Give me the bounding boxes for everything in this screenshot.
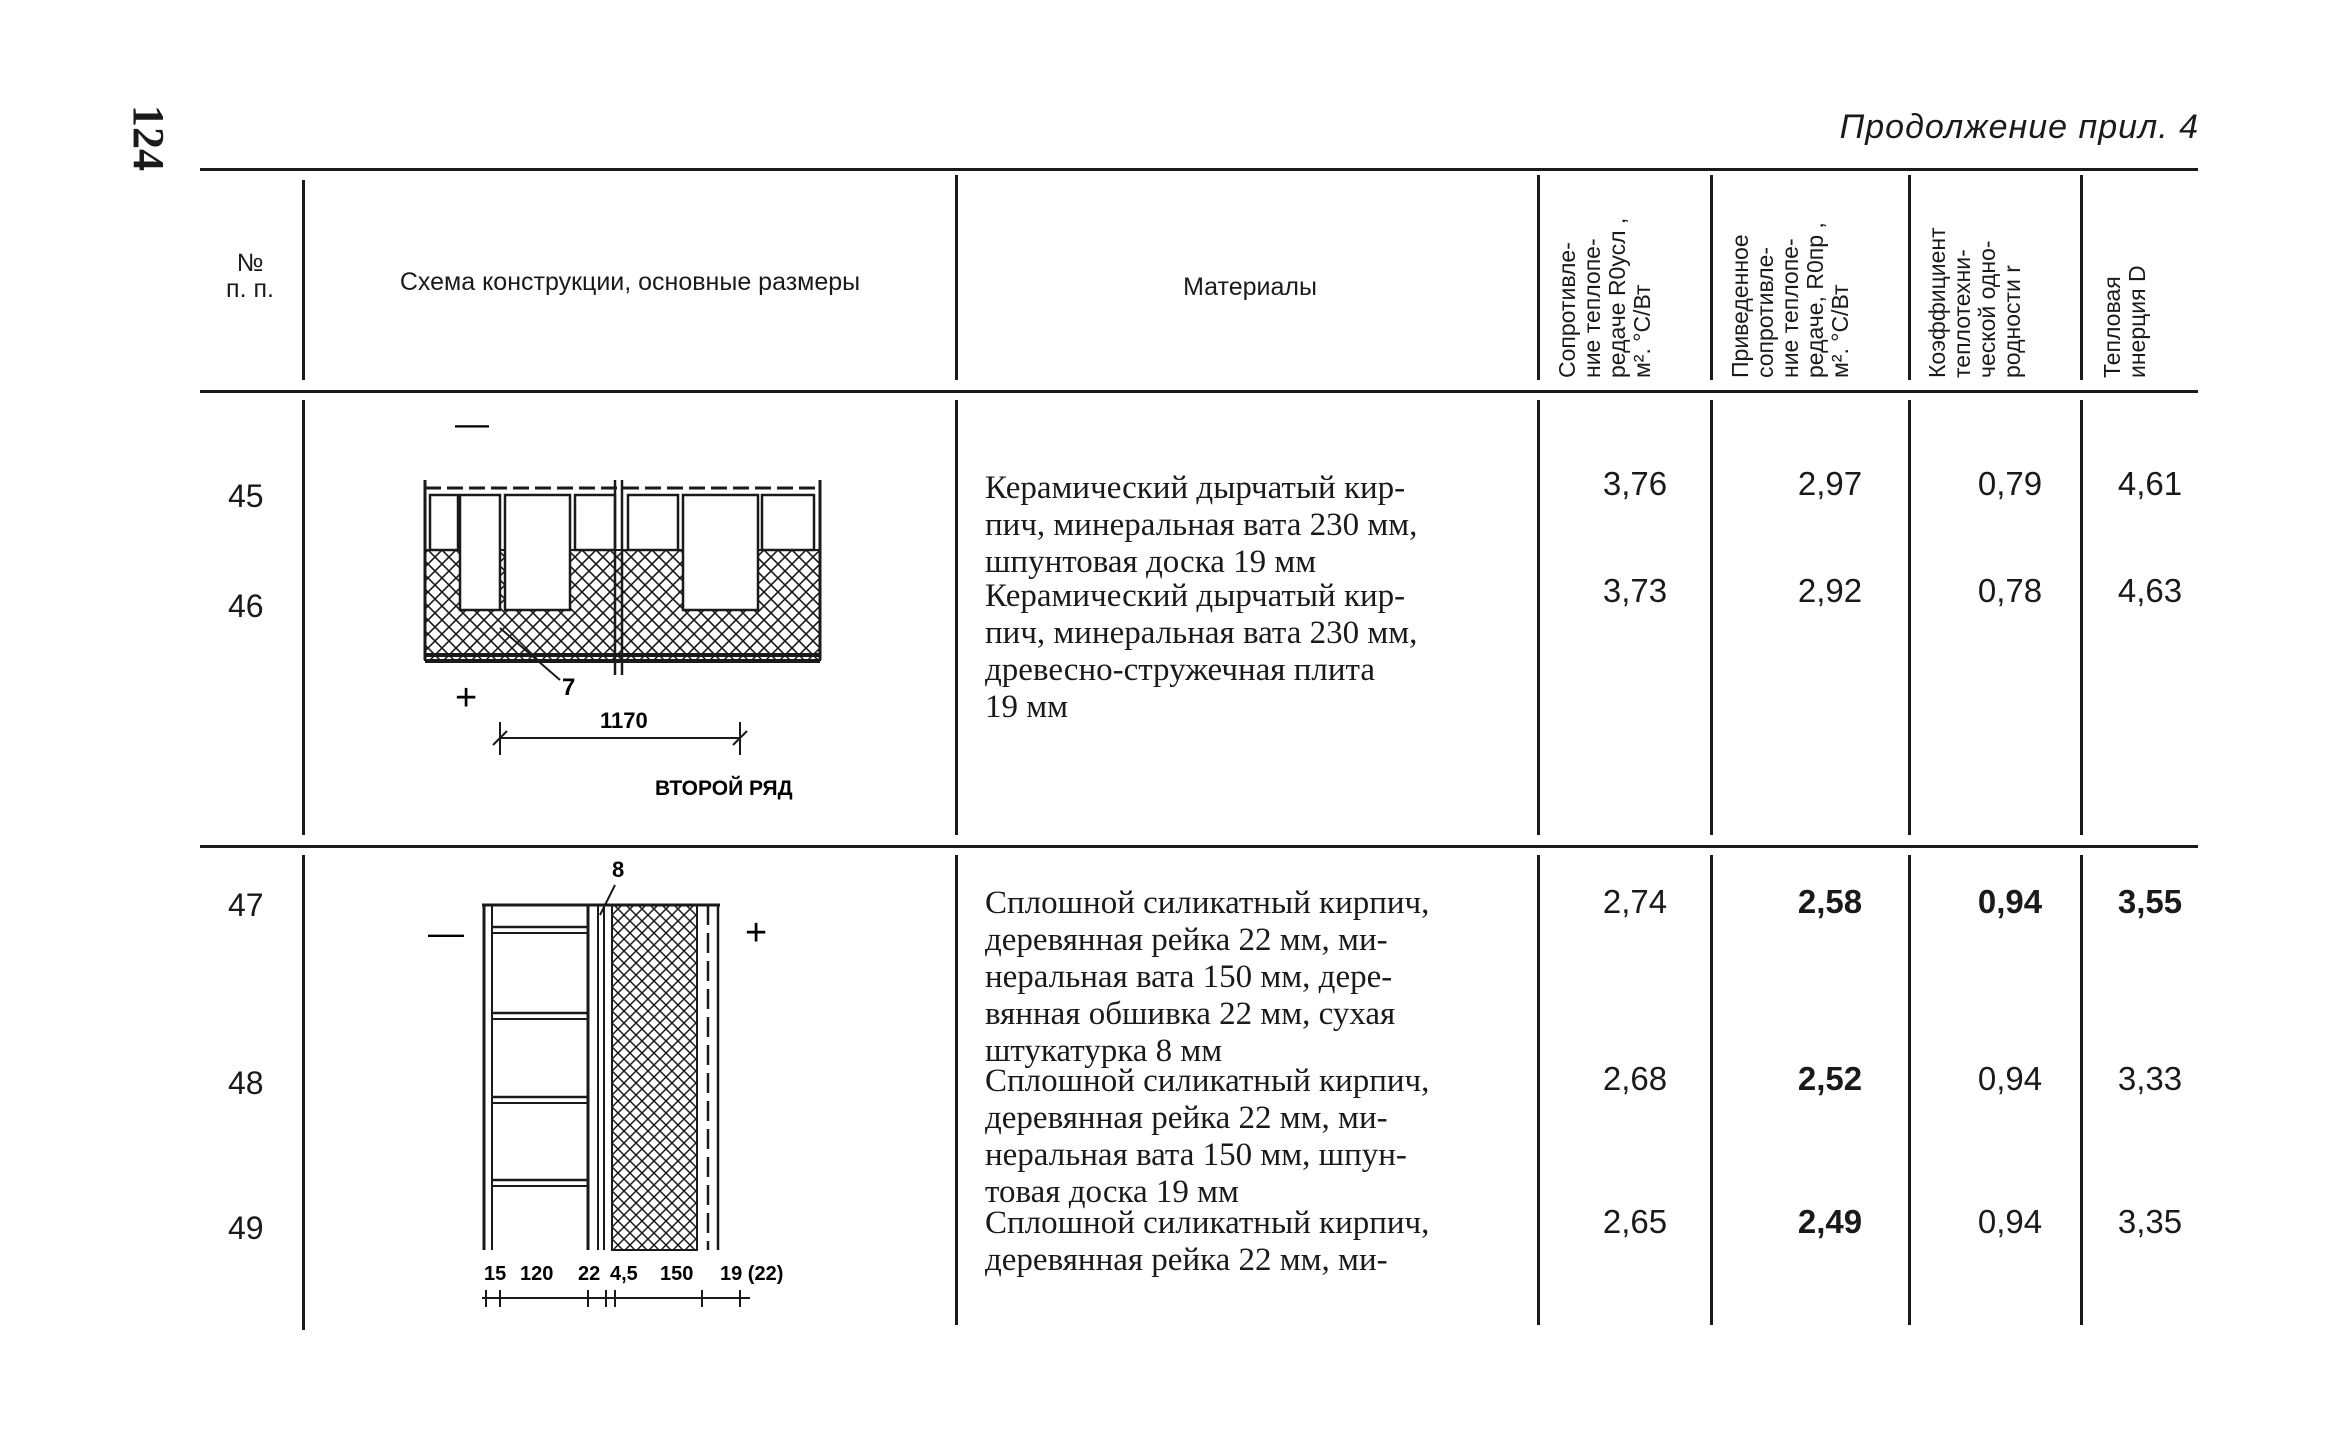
dimension-label: 22 — [578, 1263, 601, 1285]
dimension-1170: 1170 — [600, 708, 648, 733]
minus-sign: — — [428, 912, 464, 953]
row-materials: Сплошной силикатный кирпич, деревянная рейка 22 мм, ми- — [985, 1205, 1430, 1278]
col-divider — [1710, 855, 1713, 1325]
row-number: 47 — [228, 887, 264, 923]
value-r-pr: 2,92 — [1797, 572, 1863, 609]
wall-section-diagram-45-46 — [400, 410, 840, 810]
row-number: 48 — [228, 1065, 264, 1101]
col-divider — [1537, 175, 1540, 380]
value-r-usl: 3,76 — [1602, 465, 1668, 502]
col-divider — [302, 855, 305, 1330]
callout-7: 7 — [562, 674, 576, 701]
value-d: 3,33 — [2117, 1060, 2183, 1097]
row-materials: Сплошной силикатный кирпич, деревянная рейка 22 мм, ми- неральная вата 150 мм, дере- вянная обшивка 22 мм, сухая штукатурка 8 мм — [985, 885, 1430, 1069]
row-number: 49 — [228, 1210, 264, 1246]
value-d: 4,61 — [2117, 465, 2183, 502]
header-number: № п. п. — [226, 249, 274, 303]
dimension-label: 120 — [520, 1263, 554, 1285]
page-number: 124 — [124, 105, 173, 171]
value-r: 0,78 — [1977, 572, 2043, 609]
row-number: 45 — [228, 478, 264, 514]
col-divider — [1537, 855, 1540, 1325]
header-d: Тепловая инерция D — [2099, 265, 2150, 378]
value-d: 4,63 — [2117, 572, 2183, 609]
value-r-pr: 2,52 — [1797, 1060, 1863, 1097]
dimension-label: 150 — [660, 1263, 694, 1285]
col-divider — [1908, 175, 1911, 380]
value-r-usl: 2,68 — [1602, 1060, 1668, 1097]
col-divider — [1537, 400, 1540, 835]
value-d: 3,35 — [2117, 1203, 2183, 1240]
callout-8: 8 — [612, 857, 625, 882]
value-r-usl: 2,65 — [1602, 1203, 1668, 1240]
value-d: 3,55 — [2117, 883, 2183, 920]
continuation-label: Продолжение прил. 4 — [1839, 108, 2199, 146]
dimension-label: 4,5 — [610, 1263, 638, 1285]
value-r-pr: 2,58 — [1797, 883, 1863, 920]
minus-sign: — — [455, 410, 489, 443]
wall-section-diagram-47-49 — [420, 855, 820, 1325]
row-number: 46 — [228, 588, 264, 624]
dimension-label: 15 — [484, 1263, 507, 1285]
col-divider — [1908, 855, 1911, 1325]
table-top-rule — [200, 168, 2198, 171]
value-r-usl: 3,73 — [1602, 572, 1668, 609]
value-r: 0,79 — [1977, 465, 2043, 502]
header-scheme: Схема конструкции, основные размеры — [399, 268, 861, 296]
value-r-usl: 2,74 — [1602, 883, 1668, 920]
row-materials: Керамический дырчатый кир- пич, минеральная вата 230 мм, шпунтовая доска 19 мм — [985, 470, 1418, 580]
row-materials: Сплошной силикатный кирпич, деревянная рейка 22 мм, ми- неральная вата 150 мм, шпун- товая доска 19 мм — [985, 1063, 1430, 1210]
row-materials: Керамический дырчатый кир- пич, минеральная вата 230 мм, древесно-стружечная плита 19 мм — [985, 578, 1418, 725]
col-divider — [2080, 400, 2083, 835]
value-r: 0,94 — [1977, 883, 2043, 920]
col-divider — [955, 400, 958, 835]
col-divider — [955, 175, 958, 380]
value-r: 0,94 — [1977, 1060, 2043, 1097]
header-bottom-rule — [200, 390, 2198, 393]
row-group-divider — [200, 845, 2198, 848]
col-divider — [955, 855, 958, 1325]
col-divider — [1908, 400, 1911, 835]
value-r-pr: 2,49 — [1797, 1203, 1863, 1240]
dimension-label: 19 (22) — [720, 1263, 784, 1285]
plus-sign: + — [745, 912, 768, 954]
header-r-pr: Приведенное сопротивле- ние теплопе- редаче, R0пр , м². °С/Вт — [1727, 222, 1853, 378]
value-r: 0,94 — [1977, 1203, 2043, 1240]
col-divider — [302, 400, 305, 835]
col-divider — [302, 180, 305, 380]
header-r-usl: Сопротивле- ние теплопе- редаче R0усл , м². °С/Вт — [1554, 217, 1655, 378]
plus-sign: + — [455, 677, 478, 719]
col-divider — [1710, 400, 1713, 835]
caption-second-row: ВТОРОЙ РЯД — [655, 777, 793, 800]
header-materials: Материалы — [1183, 273, 1317, 301]
col-divider — [2080, 855, 2083, 1325]
value-r-pr: 2,97 — [1797, 465, 1863, 502]
col-divider — [1710, 175, 1713, 380]
col-divider — [2080, 175, 2083, 380]
header-r: Коэффициент теплотехни- ческой одно- родности r — [1924, 227, 2025, 378]
